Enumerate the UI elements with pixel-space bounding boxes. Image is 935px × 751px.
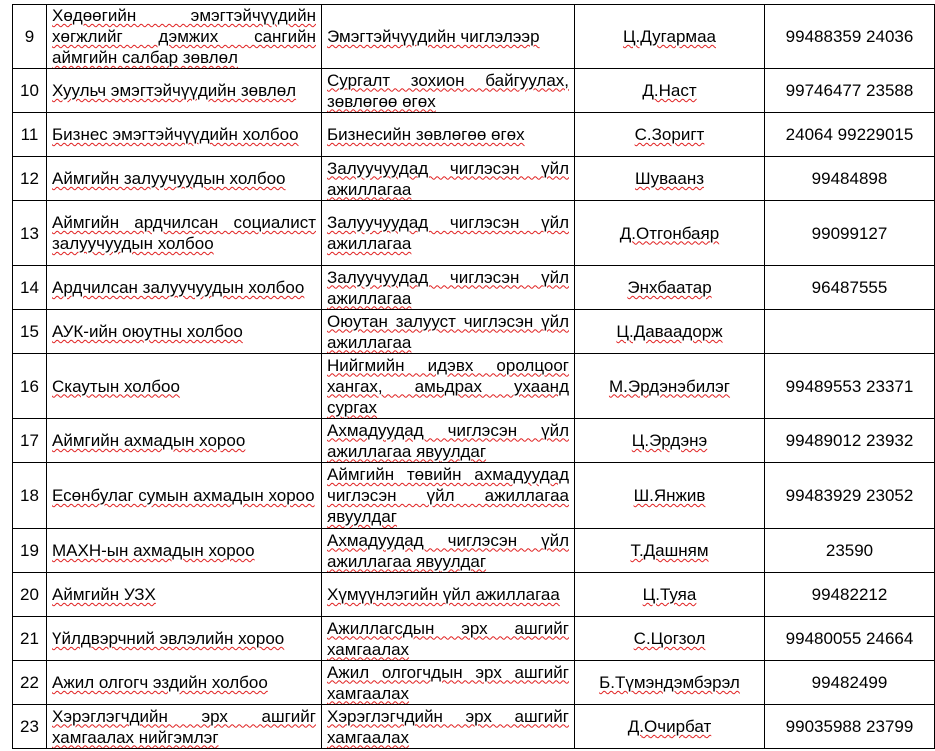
table-row	[13, 69, 935, 113]
table-row	[13, 617, 935, 661]
phone-number: 99489012 23932	[765, 419, 935, 463]
row-number: 9	[13, 5, 47, 69]
organization-name: Ажил олгогч эздийн холбоо	[47, 661, 322, 705]
row-number: 21	[13, 617, 47, 661]
table-row	[13, 310, 935, 354]
row-number: 20	[13, 573, 47, 617]
row-number: 12	[13, 157, 47, 201]
activity-description: Сургалт зохион байгуулах, зөвлөгөө өгөх	[322, 69, 575, 113]
contact-person: С.Цогзол	[575, 617, 765, 661]
phone-number: 99480055 24664	[765, 617, 935, 661]
phone-number: 96487555	[765, 266, 935, 310]
contact-person: Ш.Янжив	[575, 463, 765, 529]
table-row	[13, 705, 935, 749]
row-number: 16	[13, 354, 47, 419]
table-row	[13, 573, 935, 617]
table-row	[13, 419, 935, 463]
row-number: 10	[13, 69, 47, 113]
table-row	[13, 661, 935, 705]
phone-number: 99746477 23588	[765, 69, 935, 113]
phone-number: 99484898	[765, 157, 935, 201]
phone-number: 99035988 23799	[765, 705, 935, 749]
organization-name: Аймгийн залуучуудын холбоо	[47, 157, 322, 201]
row-number: 22	[13, 661, 47, 705]
organization-name: Хэрэглэгчдийн эрх ашгийг хамгаалах нийгэмлэг	[47, 705, 322, 749]
contact-person: Б.Түмэндэмбэрэл	[575, 661, 765, 705]
contact-person: Ц.Туяа	[575, 573, 765, 617]
organization-name: Аймгийн УЗХ	[47, 573, 322, 617]
activity-description: Нийгмийн идэвх оролцоог хангах, амьдрах ухаанд сургах	[322, 354, 575, 419]
organization-name: Хуульч эмэгтэйчүүдийн зөвлөл	[47, 69, 322, 113]
contact-person: Д.Очирбат	[575, 705, 765, 749]
organization-name: АУК-ийн оюутны холбоо	[47, 310, 322, 354]
row-number: 19	[13, 529, 47, 573]
row-number: 14	[13, 266, 47, 310]
table-row	[13, 463, 935, 529]
phone-number: 99488359 24036	[765, 5, 935, 69]
contact-person: Энхбаатар	[575, 266, 765, 310]
contact-person: М.Эрдэнэбилэг	[575, 354, 765, 419]
phone-number: 23590	[765, 529, 935, 573]
activity-description: Ажиллагсдын эрх ашгийг хамгаалах	[322, 617, 575, 661]
row-number: 11	[13, 113, 47, 157]
table-row	[13, 529, 935, 573]
organization-name: Бизнес эмэгтэйчүүдийн холбоо	[47, 113, 322, 157]
row-number: 23	[13, 705, 47, 749]
row-number: 17	[13, 419, 47, 463]
contact-person: Т.Дашням	[575, 529, 765, 573]
contact-person: Шуваанз	[575, 157, 765, 201]
row-number: 15	[13, 310, 47, 354]
contact-person: Д.Отгонбаяр	[575, 201, 765, 266]
activity-description: Аймгийн төвийн ахмадуудад чиглэсэн үйл ажиллагаа явуулдаг	[322, 463, 575, 529]
organization-name: Скаутын холбоо	[47, 354, 322, 419]
activity-description: Хэрэглэгчдийн эрх ашгийг хамгаалах	[322, 705, 575, 749]
table-row	[13, 113, 935, 157]
phone-number: 99489553 23371	[765, 354, 935, 419]
activity-description: Залуучуудад чиглэсэн үйл ажиллагаа	[322, 266, 575, 310]
phone-number: 99099127	[765, 201, 935, 266]
table-row	[13, 354, 935, 419]
phone-number: 24064 99229015	[765, 113, 935, 157]
activity-description: Оюутан залууст чиглэсэн үйл ажиллагаа	[322, 310, 575, 354]
organization-name: МАХН-ын ахмадын хороо	[47, 529, 322, 573]
activity-description: Ахмадуудад чиглэсэн үйл ажиллагаа явуулдаг	[322, 419, 575, 463]
activity-description: Залуучуудад чиглэсэн үйл ажиллагаа	[322, 201, 575, 266]
table-body	[13, 5, 935, 749]
table-row	[13, 157, 935, 201]
activity-description: Ахмадуудад чиглэсэн үйл ажиллагаа явуулдаг	[322, 529, 575, 573]
table-row	[13, 266, 935, 310]
row-number: 18	[13, 463, 47, 529]
contact-person: Ц.Эрдэнэ	[575, 419, 765, 463]
contact-person: С.Зоригт	[575, 113, 765, 157]
row-number: 13	[13, 201, 47, 266]
phone-number: 99482499	[765, 661, 935, 705]
contact-person: Ц.Даваадорж	[575, 310, 765, 354]
activity-description: Бизнесийн зөвлөгөө өгөх	[322, 113, 575, 157]
contact-person: Ц.Дугармаа	[575, 5, 765, 69]
organization-name: Үйлдвэрчний эвлэлийн хороо	[47, 617, 322, 661]
activity-description: Хүмүүнлэгийн үйл ажиллагаа	[322, 573, 575, 617]
organizations-table	[12, 4, 935, 749]
table-row	[13, 5, 935, 69]
phone-number: 99483929 23052	[765, 463, 935, 529]
activity-description: Эмэгтэйчүүдийн чиглэлээр	[322, 5, 575, 69]
phone-number: 99482212	[765, 573, 935, 617]
phone-number	[765, 310, 935, 354]
organization-name: Аймгийн ахмадын хороо	[47, 419, 322, 463]
table-row	[13, 201, 935, 266]
organization-name: Есөнбулаг сумын ахмадын хороо	[47, 463, 322, 529]
activity-description: Ажил олгогчдын эрх ашгийг хамгаалах	[322, 661, 575, 705]
organization-name: Хөдөөгийн эмэгтэйчүүдийн хөгжлийг дэмжих сангийн аймгийн салбар зөвлөл	[47, 5, 322, 69]
organization-name: Аймгийн ардчилсан социалист залуучуудын холбоо	[47, 201, 322, 266]
contact-person: Д.Наст	[575, 69, 765, 113]
organization-name: Ардчилсан залуучуудын холбоо	[47, 266, 322, 310]
activity-description: Залуучуудад чиглэсэн үйл ажиллагаа	[322, 157, 575, 201]
